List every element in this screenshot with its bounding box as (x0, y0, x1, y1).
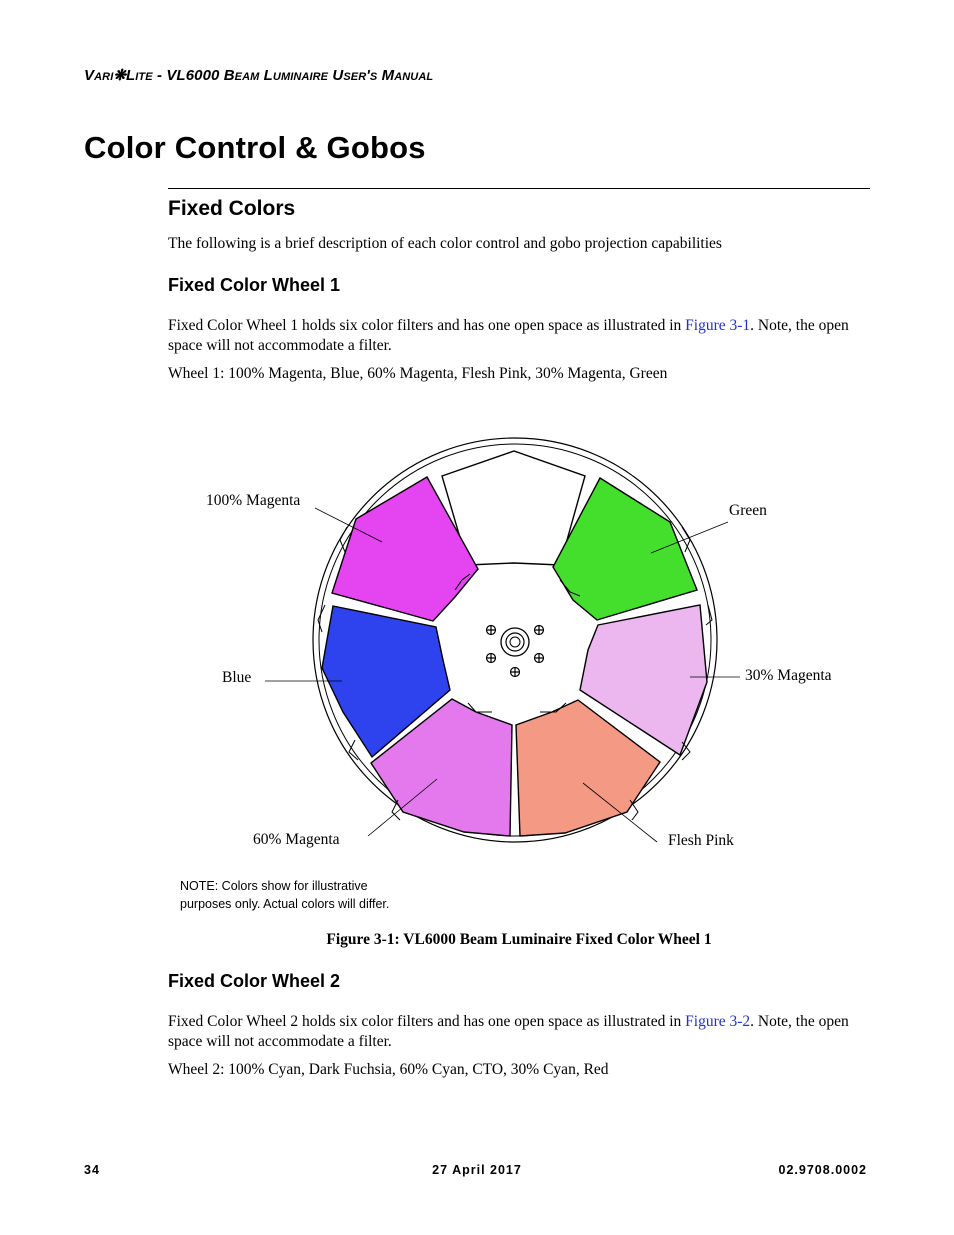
section-intro: The following is a brief description of each color control and gobo projection capabilities (168, 235, 722, 252)
label-green: Green (729, 502, 767, 519)
wheel2-paragraph-tail: . Note, the open space will not accommodate a filter. (168, 1013, 849, 1050)
section-title: Fixed Colors (168, 197, 296, 220)
wheel2-paragraph-text: Fixed Color Wheel 2 holds six color filters and has one open space as illustrated in (168, 1013, 686, 1030)
footer-date: 27 April 2017 (432, 1163, 522, 1177)
figure-note-line2: purposes only. Actual colors will differ. (180, 897, 390, 911)
label-flesh-pink: Flesh Pink (668, 832, 734, 849)
wheel1-paragraph-text: Fixed Color Wheel 1 holds six color filters and has one open space as illustrated in (168, 317, 686, 334)
wheel1-heading: Fixed Color Wheel 1 (168, 275, 341, 295)
page-number: 34 (84, 1163, 100, 1177)
figure-note-line1: NOTE: Colors show for illustrative (180, 879, 368, 893)
figure-note (180, 877, 389, 913)
label-blue: Blue (222, 669, 252, 686)
figure-caption: Figure 3-1: VL6000 Beam Luminaire Fixed Color Wheel 1 (326, 931, 712, 948)
wheel2-heading: Fixed Color Wheel 2 (168, 971, 341, 991)
wheel1-paragraph-tail: . Note, the open space will not accommodate a filter. (168, 317, 849, 354)
doc-number: 02.9708.0002 (778, 1163, 867, 1177)
wheel2-list: Wheel 2: 100% Cyan, Dark Fuchsia, 60% Cyan, CTO, 30% Cyan, Red (168, 1061, 609, 1078)
figure-3-1-link[interactable]: Figure 3-1 (685, 317, 751, 334)
wheel2-paragraph (168, 1012, 868, 1052)
wheel1-list: Wheel 1: 100% Magenta, Blue, 60% Magenta, Flesh Pink, 30% Magenta, Green (168, 365, 668, 382)
label-60-magenta: 60% Magenta (253, 831, 340, 848)
figure-3-2-link[interactable]: Figure 3-2 (685, 1013, 751, 1030)
center-hub (487, 626, 544, 677)
label-30-magenta: 30% Magenta (745, 667, 832, 684)
chapter-title: Color Control & Gobos (84, 130, 426, 165)
label-100-magenta: 100% Magenta (206, 492, 301, 509)
running-header: Vari❋Lite - VL6000 Beam Luminaire User's Manual (84, 67, 434, 84)
